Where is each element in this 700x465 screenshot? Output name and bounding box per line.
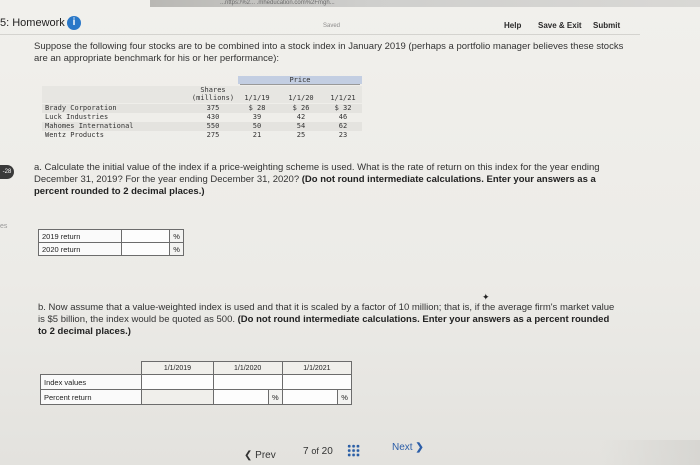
mouse-cursor-icon: ✦ <box>482 292 490 302</box>
percent-unit: % <box>170 243 184 256</box>
price-value: $ 32 <box>334 104 352 112</box>
table-row <box>42 113 362 122</box>
price-underline <box>240 84 360 85</box>
row-label: Index values <box>41 375 142 390</box>
table-row <box>39 243 184 256</box>
save-exit-link[interactable]: Save & Exit <box>538 21 582 30</box>
price-value: 50 <box>252 122 262 130</box>
shares-value: 550 <box>206 122 220 130</box>
table-row <box>42 122 362 131</box>
percent-return-2021-input[interactable] <box>282 390 337 405</box>
price-value: 62 <box>338 122 348 130</box>
url-text: ...nttps:/%2... .mheducation.com%2Fmgh... <box>220 0 335 6</box>
row-label: 2019 return <box>39 230 122 243</box>
col-header: 1/1/2019 <box>142 362 213 375</box>
percent-unit: % <box>338 390 352 405</box>
table-row <box>39 230 184 243</box>
price-value: $ 28 <box>248 104 266 112</box>
date-header: 1/1/19 <box>244 94 270 102</box>
table-row <box>42 131 362 140</box>
header-divider <box>0 34 640 35</box>
table-header-row <box>41 362 352 375</box>
empty-cell <box>142 390 213 405</box>
part-b-answer-table <box>40 361 352 405</box>
price-value: 21 <box>252 131 262 139</box>
percent-unit: % <box>268 390 282 405</box>
index-value-2020-input[interactable] <box>213 375 282 390</box>
return-2019-input[interactable] <box>122 230 170 243</box>
question-nav-badge[interactable]: -28 <box>0 165 14 179</box>
price-value: $ 26 <box>292 104 310 112</box>
prev-label: Prev <box>255 450 276 461</box>
date-header: 1/1/21 <box>330 94 356 102</box>
index-value-2019-input[interactable] <box>142 375 213 390</box>
prev-button[interactable] <box>244 450 276 461</box>
part-a-prompt <box>34 162 624 198</box>
col-header: 1/1/2020 <box>213 362 282 375</box>
price-value: 42 <box>296 113 306 121</box>
submit-link[interactable]: Submit <box>593 21 621 30</box>
price-value: 25 <box>296 131 306 139</box>
chevron-left-icon: ❮ <box>244 450 253 461</box>
info-icon[interactable]: i <box>67 16 81 30</box>
next-button[interactable] <box>392 442 424 453</box>
page-total: 20 <box>321 446 333 457</box>
percent-return-2020-input[interactable] <box>213 390 268 405</box>
part-b-prompt <box>38 302 618 338</box>
row-label: 2020 return <box>39 243 122 256</box>
bottom-shadow <box>600 440 700 465</box>
stock-data-table <box>42 76 362 146</box>
page-of: of <box>311 446 319 456</box>
table-row <box>42 104 362 113</box>
price-value: 54 <box>296 122 306 130</box>
index-value-2021-input[interactable] <box>282 375 351 390</box>
part-a-answer-table <box>38 229 184 256</box>
company-name: Luck Industries <box>45 113 109 121</box>
part-a-text: a. Calculate the initial value of the index if a price-weighting scheme is used. What is the rate of return on this index for the year ending December 31, 2019? For the year ending December 31, 2020? <box>34 162 600 185</box>
row-label: Percent return <box>41 390 142 405</box>
part-b-text: b. Now assume that a value-weighted index is used and that it is scaled by a factor of 10 million; that is, if the average firm's market value is $5 billion, the index would be quoted as 500. <box>38 302 615 325</box>
company-name: Wentz Products <box>45 131 105 139</box>
date-header: 1/1/20 <box>288 94 314 102</box>
company-name: Brady Corporation <box>45 104 117 112</box>
part-a-instructions: (Do not round intermediate calculations. Enter your answers as a percent rounded to 2 decimal places.) <box>34 174 596 197</box>
save-status: Saved <box>323 23 341 29</box>
grid-icon[interactable] <box>347 444 360 457</box>
part-b-instructions: (Do not round intermediate calculations. Enter your answers as a percent rounded to 2 decimal places.) <box>38 314 610 337</box>
price-value: 23 <box>338 131 348 139</box>
col-header: 1/1/2021 <box>282 362 351 375</box>
sidebar-label: es <box>0 223 8 230</box>
shares-value: 275 <box>206 131 220 139</box>
next-label: Next <box>392 442 413 453</box>
shares-value: 375 <box>206 104 220 112</box>
shares-value: 430 <box>206 113 220 121</box>
page-current: 7 <box>303 446 309 457</box>
price-value: 46 <box>338 113 348 121</box>
question-intro: Suppose the following four stocks are to be combined into a stock index in January 2019 (perhaps a portfolio manager believes these stocks are an appropriate benchmark for his or her performance): <box>34 41 624 64</box>
company-name: Mahomes International <box>45 122 134 130</box>
help-link[interactable]: Help <box>504 21 522 30</box>
assignment-title: 5: Homework <box>0 17 65 29</box>
table-row <box>41 390 352 405</box>
chevron-right-icon: ❯ <box>415 442 424 453</box>
browser-url-bar[interactable] <box>150 0 700 7</box>
percent-unit: % <box>170 230 184 243</box>
price-header: Price <box>289 76 311 84</box>
return-2020-input[interactable] <box>122 243 170 256</box>
page-indicator <box>303 446 333 457</box>
shares-header-line2: (millions) <box>191 94 235 102</box>
shares-header-line1: Shares <box>200 86 226 94</box>
price-value: 39 <box>252 113 262 121</box>
table-row <box>41 375 352 390</box>
